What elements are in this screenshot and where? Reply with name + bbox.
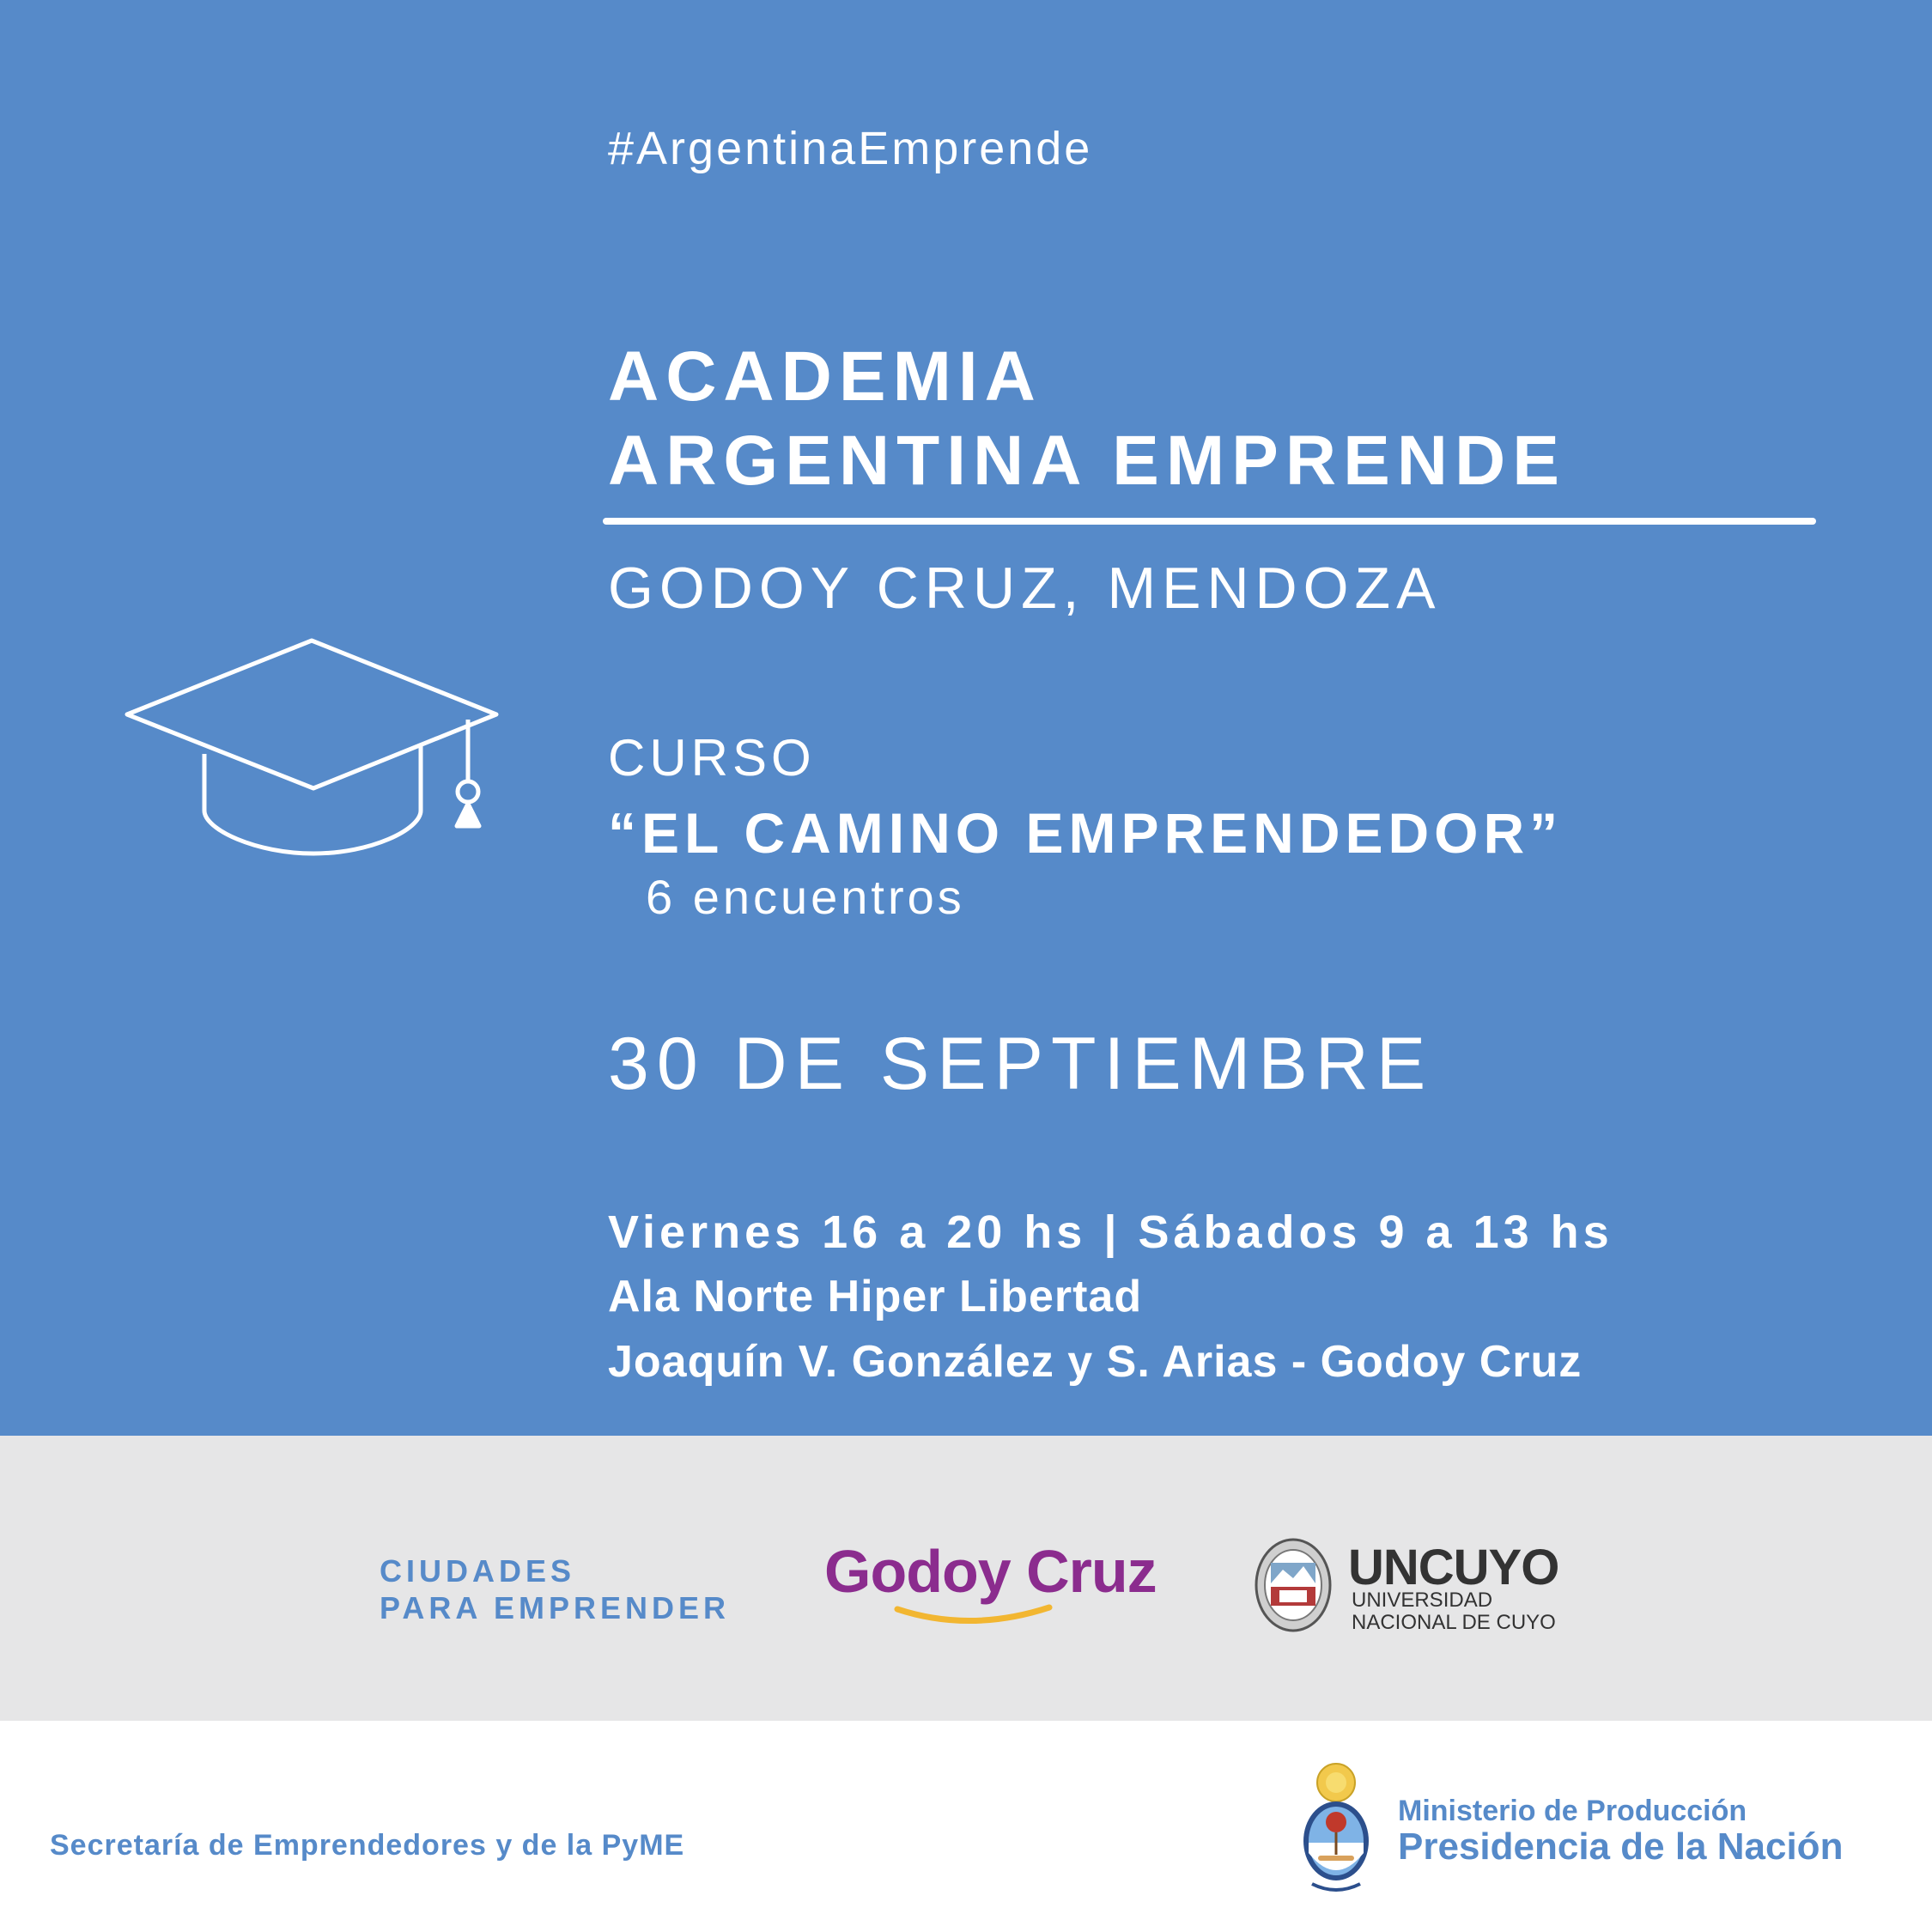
title-divider [603,518,1816,525]
hashtag: #ArgentinaEmprende [608,123,1093,174]
ciudades-para-emprender-logo [380,1552,730,1626]
ministerio-label: Ministerio de Producción [1398,1795,1747,1827]
schedule: Viernes 16 a 20 hs | Sábados 9 a 13 hs [608,1206,1613,1258]
course-name: “EL CAMINO EMPRENDEDOR” [608,801,1564,865]
venue: Ala Norte Hiper Libertad [608,1272,1143,1321]
godoy-cruz-swoosh-icon [824,1537,1159,1631]
ciudades-line-2: PARA EMPRENDER [380,1590,731,1625]
ciudades-line-1: CIUDADES [380,1553,576,1589]
national-coat-of-arms-icon [1295,1759,1377,1894]
uncuyo-wordmark: UNCUYO [1348,1540,1559,1595]
uncuyo-subtitle-1: UNIVERSIDAD [1352,1589,1493,1612]
godoy-cruz-logo [824,1537,1159,1631]
secretaria-label: Secretaría de Emprendedores y de la PyME [50,1829,685,1862]
uncuyo-seal-icon [1254,1537,1333,1633]
course-sessions: 6 encuentros [646,870,965,924]
uncuyo-subtitle-2: NACIONAL DE CUYO [1352,1611,1556,1634]
presidencia-label: Presidencia de la Nación [1398,1826,1844,1868]
title-line-1: ACADEMIA [608,337,1042,416]
title-line-2: ARGENTINA EMPRENDE [608,422,1566,500]
address: Joaquín V. González y S. Arias - Godoy Cruz [608,1337,1583,1387]
course-label: CURSO [608,729,816,787]
godoy-cruz-wordmark: Godoy Cruz [824,1538,1157,1605]
location: GODOY CRUZ, MENDOZA [608,556,1442,621]
event-date: 30 DE SEPTIEMBRE [608,1023,1434,1105]
graduation-cap-icon [120,635,507,867]
